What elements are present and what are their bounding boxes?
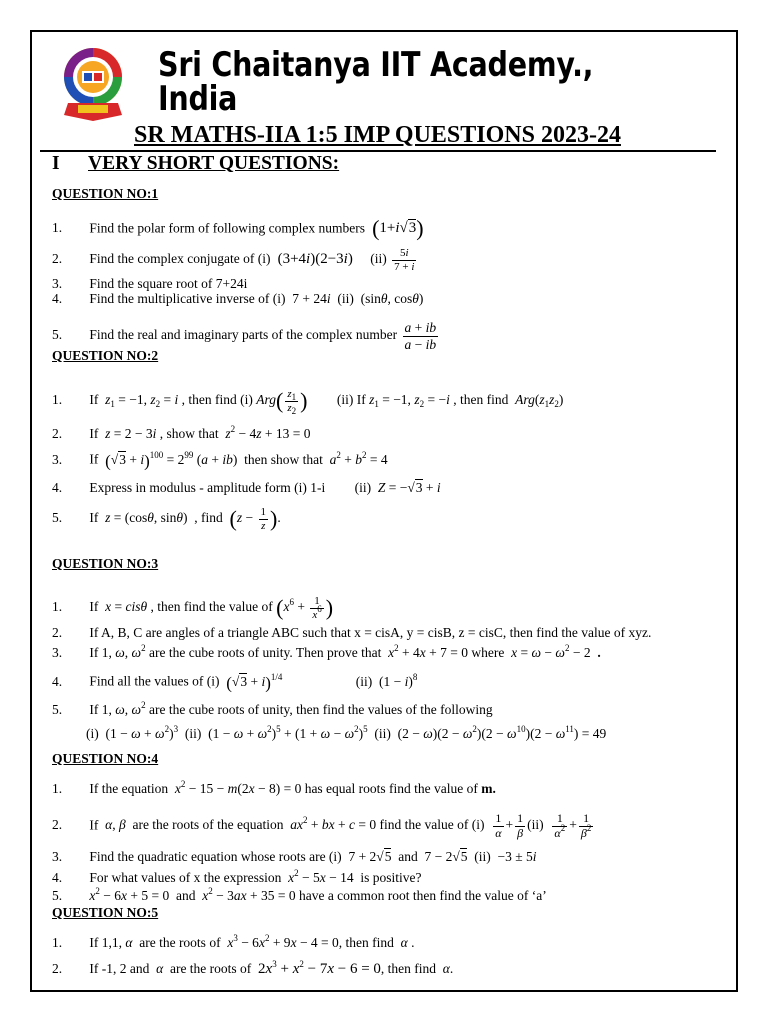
item-number: 2. <box>52 817 63 833</box>
item-text: If <box>89 817 99 833</box>
item-text: If <box>89 510 99 526</box>
list-item <box>52 850 537 864</box>
list-item <box>52 626 651 640</box>
item-number: 4. <box>52 673 63 689</box>
math-expression: $x^2 - 5x - 14$ is positive? <box>288 868 422 885</box>
list-item-continued <box>86 724 607 741</box>
item-text: Find the square root of 7+24i <box>89 276 248 291</box>
math-expression: $(√3 + i)^{100} = 2^{99}$ (a + ib) then show that $a^2 + b^2 = 4$ <box>105 449 388 470</box>
math-expression: $x^2 - 6x + 5 = 0$ and $x^2 - 3ax + 35 = 0$ have a common root then find the value of ‘a’ <box>89 886 547 903</box>
item-text: Find the complex conjugate of (i) <box>89 251 271 267</box>
item-number: 5. <box>52 888 63 903</box>
math-expression: x = cisθ , then find the value of ($x^6$ + $\frac{1}{x^6}$ ) <box>105 595 334 621</box>
item-number: 1. <box>52 935 63 950</box>
math-fraction: $\frac{5i}{7 + i}$ <box>394 247 415 273</box>
item-number: 3. <box>52 451 63 467</box>
math-expression: α, β are the roots of the equation $ax^2$ + bx + c = 0 find the value of (i) $\frac{1}{\alpha}$ + $\frac{1}{\beta}$ (ii) $\frac{1}{\alpha^2}$ + $\frac{1}{\beta^2}$ <box>105 811 592 840</box>
item-text: Find all the values of (i) <box>89 673 220 689</box>
item-number: 1. <box>52 220 63 236</box>
list-item <box>52 700 493 717</box>
math-expression: α are the roots of $2x^3 + x^2 - 7x - 6 = 0$, then find α. <box>156 959 454 977</box>
list-item <box>52 449 388 470</box>
list-item: 2. Find the complex conjugate of (i) (3+4i)(2−3i) (ii) $\frac{5i}{7 + i}$ <box>52 247 415 273</box>
item-number: 3. <box>52 645 63 660</box>
item-number: 2. <box>52 426 63 441</box>
list-item <box>52 671 418 692</box>
item-number: 4. <box>52 480 63 495</box>
item-number: 2. <box>52 961 63 976</box>
list-item <box>52 292 423 306</box>
list-item <box>52 868 422 885</box>
math-expression: (3+4i)(2−3i) <box>273 251 353 268</box>
math-expression: 7 + 2√5 and 7 − 2√5 (ii) −3 ± 5i <box>345 849 537 864</box>
item-text: If A, B, C are angles of a triangle ABC such that x = cisA, y = cisB, z = cisC, then find the value of xyz. <box>89 625 652 640</box>
question-heading-5: QUESTION NO:5 <box>52 905 159 920</box>
item-text: For what values of x the expression <box>89 870 282 885</box>
list-item <box>52 277 247 291</box>
list-item <box>52 779 496 796</box>
math-expression: 7 + 24i (ii) (sinθ, cosθ) <box>288 291 424 306</box>
math-expression: $(√3 + i)^{1/4}$ <box>226 671 283 692</box>
item-text: Find the multiplicative inverse of (i) <box>89 291 286 306</box>
math-expression: ω, $\omega^2$ are the cube roots of unity, then find the values of the following <box>115 700 493 717</box>
section-title: VERY SHORT QUESTIONS: <box>88 153 340 174</box>
item-text: If -1, 2 and <box>89 961 150 976</box>
question-heading-3: QUESTION NO:3 <box>52 556 159 571</box>
math-expression: (ii) $(1 - i)^8$ <box>355 671 418 689</box>
item-text: Find the polar form of following complex numbers <box>89 220 365 236</box>
item-text: If the equation <box>89 781 169 796</box>
math-expression: $z_1 = -1$, $z_2 = i$ , then find (i) Arg( $\frac{z_1}{z_2}$ ) <box>105 388 308 416</box>
list-item <box>52 933 415 950</box>
item-text: Find the real and imaginary parts of the complex number <box>89 327 398 343</box>
list-item <box>52 643 601 660</box>
item-text: If 1,1, <box>89 935 122 950</box>
item-text: If 1, <box>89 645 112 660</box>
item-number: 3. <box>52 276 63 291</box>
list-item <box>52 506 281 532</box>
math-expression: ω, $\omega^2$ are the cube roots of unity. Then prove that $x^2 + 4x + 7 = 0$ where $x = \omega - \omega^2 - 2$ . <box>115 643 601 660</box>
header-rule <box>40 150 716 152</box>
academy-crest-icon <box>60 47 126 123</box>
item-number: 2. <box>52 251 63 267</box>
item-number: 2. <box>52 625 63 640</box>
math-expression: z = 2 − 3i , show that $z^2 - 4z + 13 = 0$ <box>105 424 311 441</box>
item-number: 1. <box>52 781 63 796</box>
item-text: If <box>89 451 99 467</box>
math-expression: (1+i√3) <box>372 216 424 241</box>
item-text: If <box>89 392 99 408</box>
list-item <box>52 812 595 841</box>
list-item <box>52 481 441 495</box>
math-expression: (i) $(1 - \omega + \omega^2)^3$ (ii) $(1 - \omega + \omega^2)^5 + (1 + \omega - \omega^2)^5$ (ii) $(2 - \omega)(2 - \omega^2)(2 - \omega^{10})(2 - \omega^{11}) = 49$ <box>86 724 607 741</box>
document-subtitle: SR MATHS-IIA 1:5 IMP QUESTIONS 2023-24 <box>134 122 621 148</box>
item-number: 4. <box>52 291 63 306</box>
math-expression: $x^2 - 15 - m(2x - 8) = 0$ has equal roots find the value of m. <box>174 779 496 796</box>
math-fraction: $\frac{a + ib}{a - ib}$ <box>404 320 437 352</box>
item-text: If <box>89 426 99 441</box>
item-number: 5. <box>52 327 63 343</box>
question-heading-2: QUESTION NO:2 <box>52 348 159 363</box>
item-number: 3. <box>52 849 63 864</box>
item-number: 5. <box>52 702 63 717</box>
list-item <box>52 959 454 977</box>
list-item <box>52 595 333 621</box>
item-number: 1. <box>52 392 63 408</box>
math-expression: α are the roots of $x^3 - 6x^2 + 9x - 4 = 0$, then find α . <box>125 933 415 950</box>
item-number: 5. <box>52 510 63 526</box>
item-text: If <box>89 599 99 615</box>
list-item <box>52 388 563 414</box>
item-number: 1. <box>52 599 63 615</box>
item-text: If 1, <box>89 702 112 717</box>
section-number: I <box>52 153 60 174</box>
item-number: 4. <box>52 870 63 885</box>
math-expression: z = (cosθ, sinθ) , find (z − $\frac{1}{z}$ ). <box>105 506 281 532</box>
question-heading-4: QUESTION NO:4 <box>52 751 159 766</box>
item-text: Express in modulus - amplitude form (i) 1-i <box>89 480 326 495</box>
list-item <box>52 886 547 903</box>
list-item <box>52 424 311 441</box>
math-expression: (ii) Z = −√3 + i <box>354 480 441 495</box>
math-expression: (ii) If $z_1 = -1$, $z_2 = -i$ , then find $Arg(z_1z_2)$ <box>336 392 564 410</box>
section-heading <box>52 154 339 174</box>
list-item <box>52 218 424 240</box>
question-heading-1: QUESTION NO:1 <box>52 186 159 201</box>
institution-title: Sri Chaitanya IIT Academy., India <box>158 45 594 119</box>
item-text: Find the quadratic equation whose roots are (i) <box>89 849 342 864</box>
